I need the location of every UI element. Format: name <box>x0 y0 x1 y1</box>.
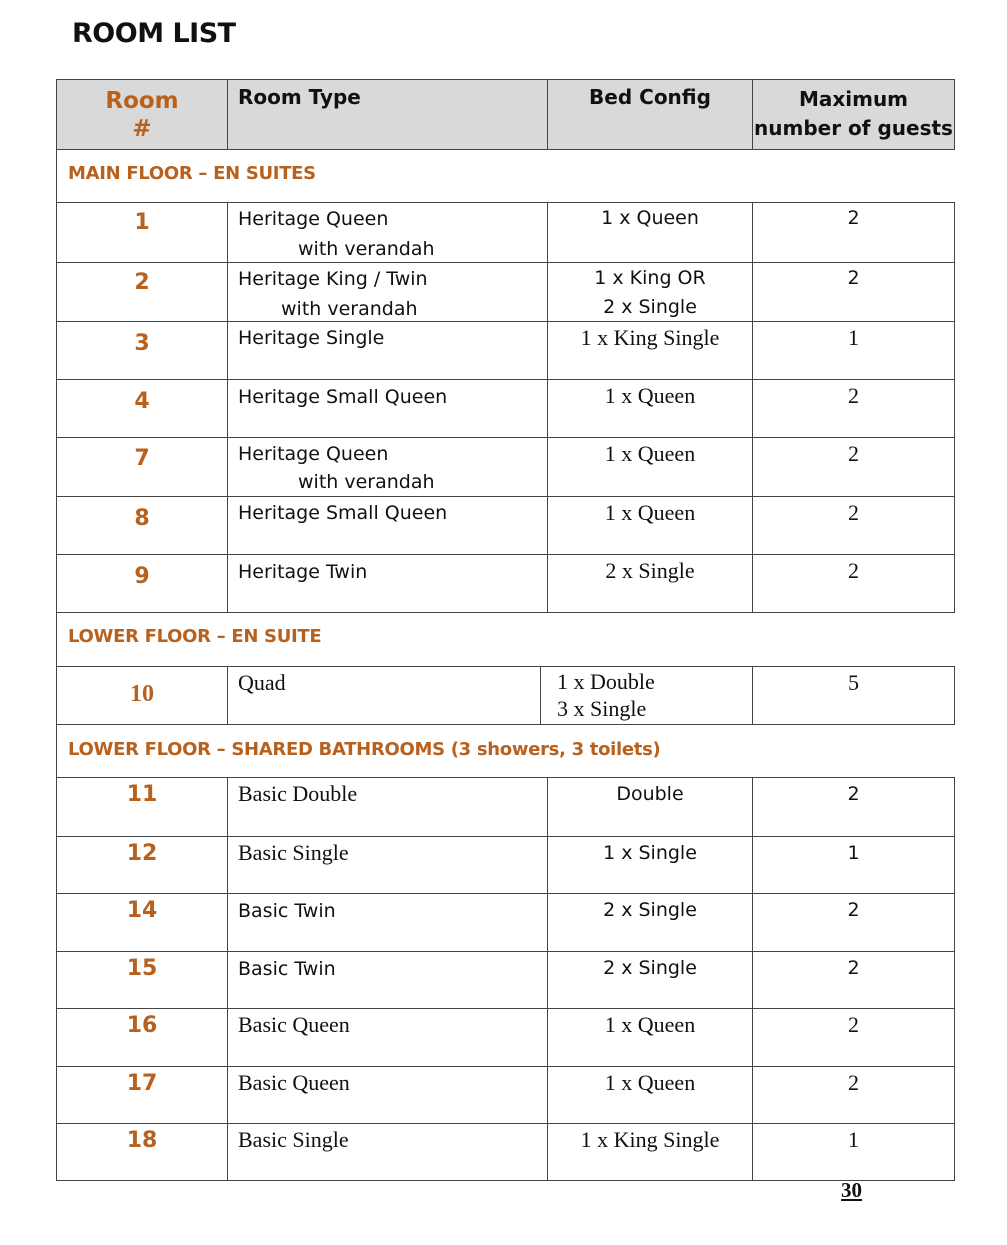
table-row <box>56 836 955 893</box>
max-guests: 2 <box>752 778 955 836</box>
section-lower-floor-shared: LOWER FLOOR – SHARED BATHROOMS (3 showers, 3 toilets) <box>56 725 955 777</box>
table-row <box>56 951 955 1008</box>
table-row <box>56 321 955 379</box>
room-number: 15 <box>56 952 227 1008</box>
bed-config: Double <box>547 778 752 836</box>
room-number: 14 <box>56 894 227 951</box>
max-guests: 5 <box>752 667 955 724</box>
room-type: Basic Queen <box>227 1009 547 1066</box>
room-type: Heritage Queen with verandah <box>227 203 547 262</box>
room-type: Heritage Small Queen <box>227 380 547 437</box>
room-type: Basic Single <box>227 1124 547 1180</box>
header-bed-config: Bed Config <box>547 80 752 149</box>
table-row <box>56 1066 955 1123</box>
bed-config: 1 x King Single <box>547 1124 752 1180</box>
room-type: Basic Single <box>227 837 547 893</box>
room-number: 9 <box>56 555 227 612</box>
header-room-type: Room Type <box>227 80 547 149</box>
bed-config: 1 x Queen <box>547 497 752 554</box>
room-number: 2 <box>56 263 227 321</box>
header-max-guests: Maximum number of guests <box>752 80 955 149</box>
bed-config: 2 x Single <box>547 894 752 951</box>
room-number: 18 <box>56 1124 227 1180</box>
table-row <box>56 667 955 724</box>
room-type: Heritage Small Queen <box>227 497 547 554</box>
table-row <box>56 496 955 554</box>
room-number: 3 <box>56 322 227 379</box>
room-number: 12 <box>56 837 227 893</box>
max-guests: 2 <box>752 203 955 262</box>
bed-config: 1 x King OR 2 x Single <box>547 263 752 321</box>
room-number: 7 <box>56 438 227 496</box>
table-header-row <box>56 79 955 150</box>
room-type: Heritage Single <box>227 322 547 379</box>
room-type: Heritage King / Twin with verandah <box>227 263 547 321</box>
max-guests: 2 <box>752 1067 955 1123</box>
bed-config: 1 x Queen <box>547 1009 752 1066</box>
table-row <box>56 379 955 437</box>
bed-config: 1 x King Single <box>547 322 752 379</box>
bed-config: 2 x Single <box>547 555 752 612</box>
table-row <box>56 1008 955 1066</box>
max-guests: 1 <box>752 1124 955 1180</box>
max-guests: 1 <box>752 322 955 379</box>
max-guests: 2 <box>752 263 955 321</box>
page-title: ROOM LIST <box>72 18 236 49</box>
lower-shared-group <box>56 777 955 1181</box>
max-guests: 2 <box>752 497 955 554</box>
room-type: Heritage Queen with verandah <box>227 438 547 496</box>
max-guests: 2 <box>752 438 955 496</box>
room-number: 4 <box>56 380 227 437</box>
lower-ensuite-group <box>56 666 955 725</box>
room-number: 16 <box>56 1009 227 1066</box>
section-main-floor: MAIN FLOOR – EN SUITES <box>56 150 955 202</box>
room-number: 11 <box>56 778 227 836</box>
bed-config: 1 x Queen <box>547 438 752 496</box>
bed-config: 1 x Single <box>547 837 752 893</box>
room-type: Basic Queen <box>227 1067 547 1123</box>
table-row <box>56 437 955 496</box>
room-number: 10 <box>56 667 227 724</box>
room-number: 1 <box>56 203 227 262</box>
max-guests: 2 <box>752 894 955 951</box>
table-row <box>56 262 955 321</box>
table-row <box>56 778 955 836</box>
main-floor-group <box>56 202 955 613</box>
room-number: 8 <box>56 497 227 554</box>
bed-config: 1 x Queen <box>547 203 752 262</box>
header-room-number: Room # <box>56 80 227 149</box>
room-list-table <box>56 79 955 1181</box>
max-guests: 2 <box>752 1009 955 1066</box>
table-row <box>56 1123 955 1180</box>
max-guests: 2 <box>752 555 955 612</box>
table-row <box>56 203 955 262</box>
bed-config: 1 x Queen <box>547 1067 752 1123</box>
bed-config: 1 x Queen <box>547 380 752 437</box>
table-row <box>56 554 955 612</box>
bed-config: 1 x Double 3 x Single <box>540 667 752 724</box>
bed-config: 2 x Single <box>547 952 752 1008</box>
max-guests: 1 <box>752 837 955 893</box>
room-type: Quad <box>227 667 540 724</box>
room-type: Basic Twin <box>227 894 547 951</box>
max-guests: 2 <box>752 952 955 1008</box>
section-lower-floor-ensuite: LOWER FLOOR – EN SUITE <box>56 613 955 666</box>
page-number: 30 <box>841 1178 862 1202</box>
max-guests: 2 <box>752 380 955 437</box>
room-type: Heritage Twin <box>227 555 547 612</box>
table-row <box>56 893 955 951</box>
room-type: Basic Double <box>227 778 547 836</box>
room-type: Basic Twin <box>227 952 547 1008</box>
room-number: 17 <box>56 1067 227 1123</box>
